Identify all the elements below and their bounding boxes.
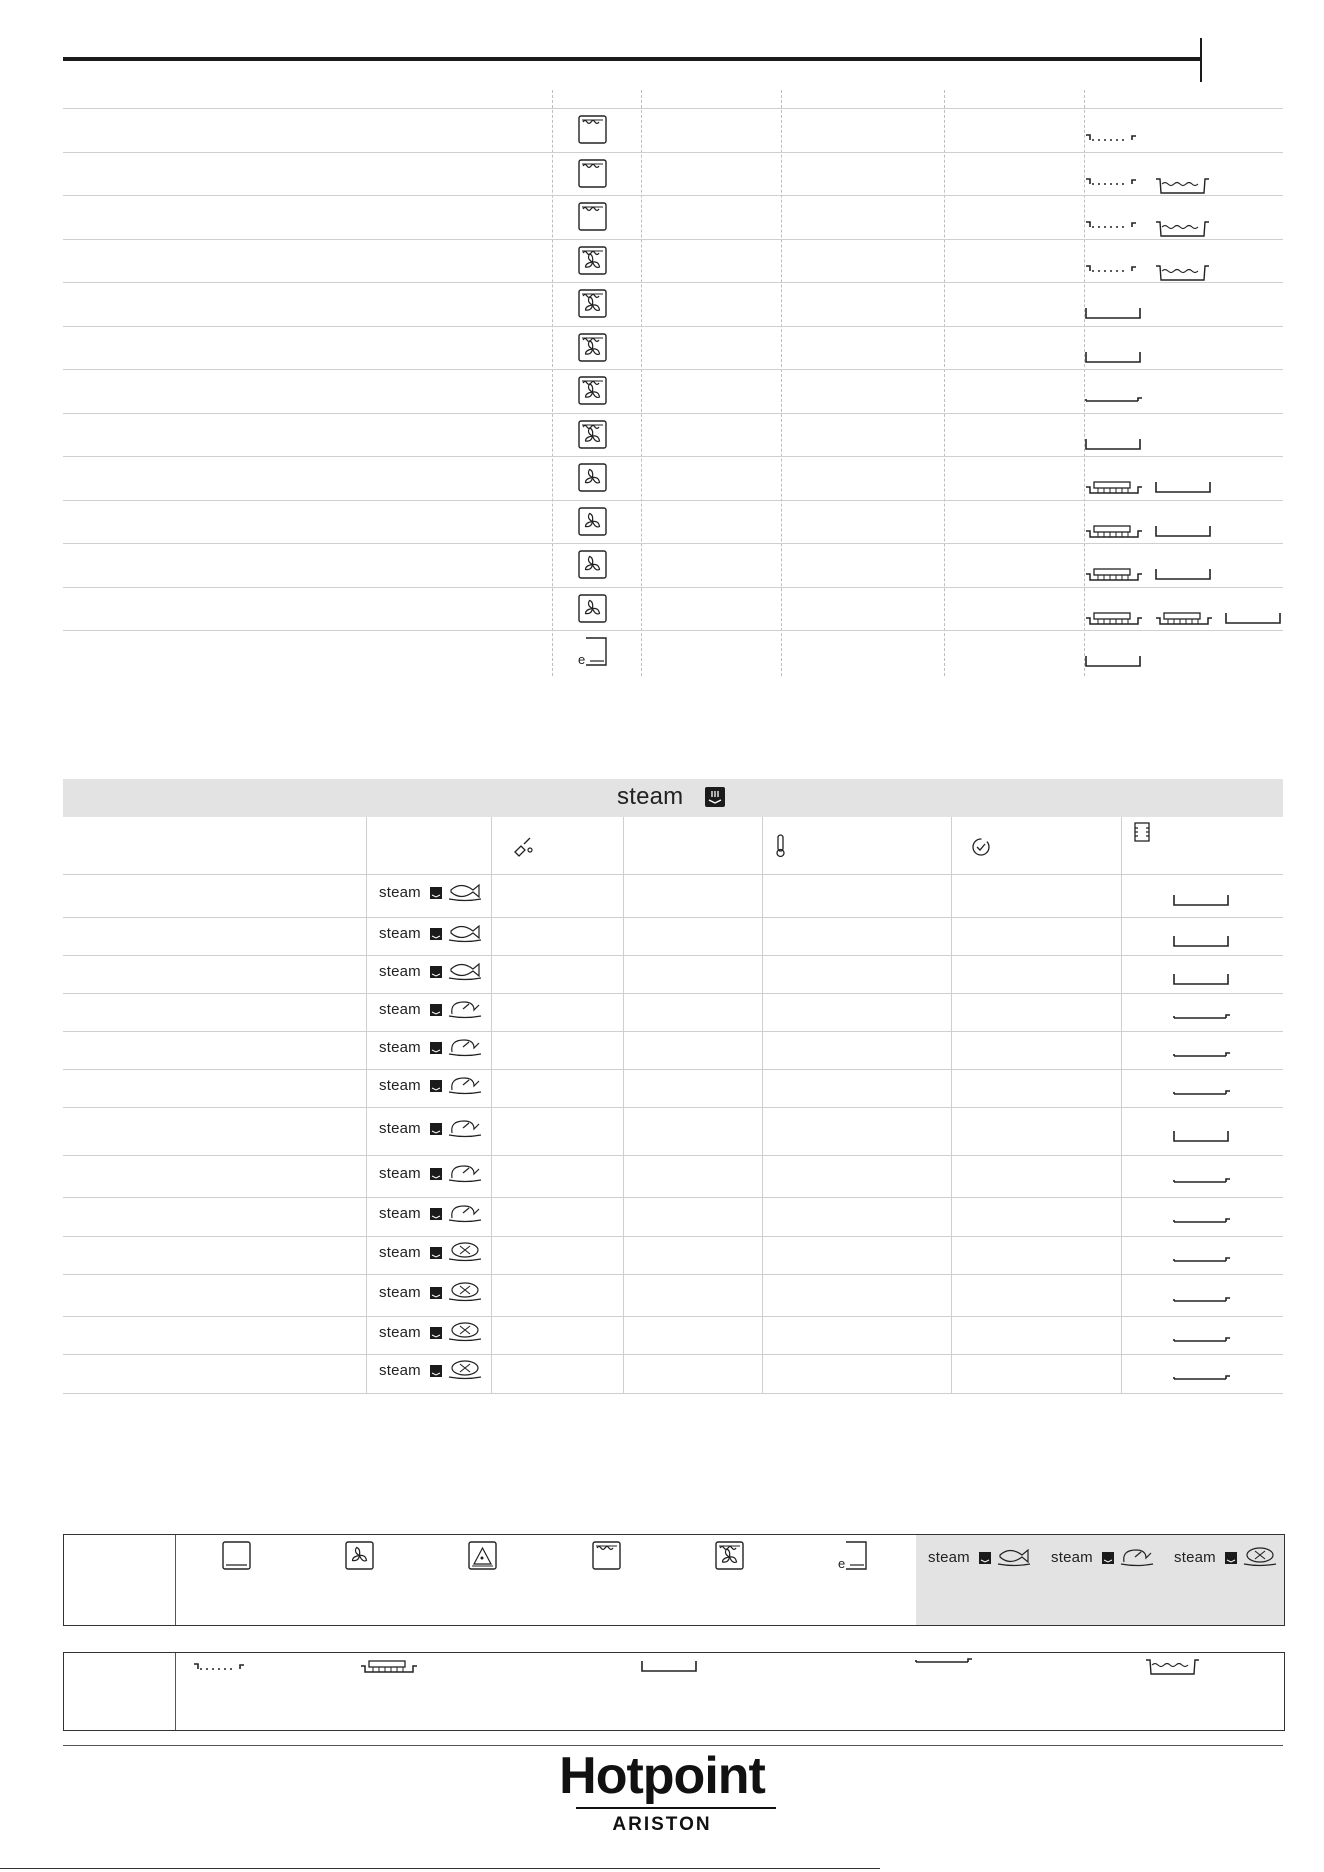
upper-row-divider — [63, 239, 1283, 240]
steam-row-divider — [63, 1155, 1283, 1156]
poultry-icon — [447, 1161, 483, 1183]
steam-badge-label: steam — [379, 884, 421, 901]
steam-row-divider — [63, 1236, 1283, 1237]
top-rule-tick — [1200, 38, 1202, 82]
steam-badge-label: steam — [379, 963, 421, 980]
baking-tray-icon — [1154, 524, 1214, 540]
pizza-icon — [468, 1541, 498, 1571]
water-icon — [512, 834, 534, 856]
steam-badge-label: steam — [379, 1205, 421, 1222]
fan-icon — [578, 463, 608, 493]
drip-pan-icon — [1144, 1657, 1204, 1677]
steam-icon — [705, 787, 725, 807]
poultry-icon — [447, 1035, 483, 1057]
wire-shelf-icon — [1172, 1086, 1232, 1100]
steam-col-divider — [951, 817, 952, 1393]
steam-header-label: steam — [617, 783, 684, 810]
page-edge — [0, 1868, 880, 1869]
steam-badge-label: steam — [379, 1324, 421, 1341]
wire-shelf-icon — [1172, 1371, 1232, 1385]
bread-icon — [447, 1240, 483, 1262]
upper-row-divider — [63, 456, 1283, 457]
poultry-icon — [447, 1116, 483, 1138]
steam-row-divider — [63, 1393, 1283, 1394]
poultry-icon — [1119, 1545, 1155, 1567]
eco-icon — [578, 637, 608, 667]
cake-rack-icon — [1084, 524, 1144, 540]
cake-rack-icon — [359, 1659, 419, 1675]
steam-icon — [430, 1004, 442, 1016]
steam-row-divider — [63, 1107, 1283, 1108]
steam-icon — [979, 1552, 991, 1564]
turbo-grill-icon — [715, 1541, 745, 1571]
thermometer-icon — [774, 834, 788, 858]
conventional-icon — [222, 1541, 252, 1571]
turbo-grill-icon — [578, 246, 608, 276]
fish-icon — [996, 1545, 1032, 1567]
fish-icon — [447, 959, 483, 981]
steam-row-divider — [63, 1031, 1283, 1032]
shelf-level-icon — [1134, 822, 1150, 842]
steam-row-divider — [63, 1069, 1283, 1070]
steam-badge-label: steam — [379, 1284, 421, 1301]
top-rule — [63, 57, 1202, 61]
grill-rack-icon — [1084, 263, 1144, 277]
steam-badge-label: steam — [379, 1039, 421, 1056]
wire-shelf-icon — [1172, 1048, 1232, 1062]
upper-row-divider — [63, 500, 1283, 501]
steam-col-divider — [1121, 817, 1122, 1393]
steam-icon — [430, 1168, 442, 1180]
poultry-icon — [447, 1201, 483, 1223]
baking-tray-icon — [640, 1659, 700, 1675]
legend-divider — [175, 1535, 176, 1625]
steam-icon — [430, 1247, 442, 1259]
fan-icon — [578, 594, 608, 624]
steam-icon — [430, 966, 442, 978]
steam-badge-label: steam — [379, 1077, 421, 1094]
upper-col-divider — [641, 90, 642, 676]
upper-row-divider — [63, 326, 1283, 327]
turbo-grill-icon — [578, 376, 608, 406]
steam-row-divider — [63, 1197, 1283, 1198]
cake-rack-icon — [1084, 480, 1144, 496]
steam-icon — [430, 1365, 442, 1377]
fish-icon — [447, 921, 483, 943]
steam-section-header — [63, 779, 1283, 817]
wire-shelf-icon — [1172, 1253, 1232, 1267]
baking-tray-icon — [1154, 480, 1214, 496]
grill-icon — [592, 1541, 622, 1571]
brand-logo: Hotpoint — [559, 1747, 765, 1805]
upper-row-divider — [63, 369, 1283, 370]
steam-icon — [430, 1287, 442, 1299]
wire-shelf-icon — [1172, 1214, 1232, 1228]
steam-badge-label: steam — [379, 925, 421, 942]
steam-row-divider — [63, 993, 1283, 994]
grill-icon — [578, 115, 608, 145]
grill-rack-icon — [1084, 176, 1144, 190]
steam-col-divider — [366, 817, 367, 1393]
grill-rack-icon — [1084, 219, 1144, 233]
svg-text:e: e — [578, 652, 586, 667]
legend-divider — [175, 1653, 176, 1730]
cake-rack-icon — [1154, 611, 1214, 627]
wire-shelf-icon — [914, 1654, 974, 1668]
steam-row-divider — [63, 1354, 1283, 1355]
upper-col-divider — [552, 90, 553, 676]
steam-row-divider — [63, 955, 1283, 956]
svg-text:e: e — [838, 1556, 846, 1571]
wire-shelf-icon — [1172, 1293, 1232, 1307]
steam-col-divider — [491, 817, 492, 1393]
wire-shelf-icon — [1172, 1174, 1232, 1188]
steam-row-divider — [63, 1316, 1283, 1317]
upper-row-divider — [63, 282, 1283, 283]
steam-badge-label: steam — [379, 1165, 421, 1182]
timer-icon — [970, 836, 992, 858]
steam-icon — [1102, 1552, 1114, 1564]
steam-row-divider — [63, 1274, 1283, 1275]
fan-icon — [578, 507, 608, 537]
steam-icon — [430, 928, 442, 940]
steam-badge-label: steam — [379, 1362, 421, 1379]
turbo-grill-icon — [578, 333, 608, 363]
upper-row-divider — [63, 630, 1283, 631]
steam-icon — [430, 1208, 442, 1220]
bread-icon — [447, 1320, 483, 1342]
steam-col-divider — [623, 817, 624, 1393]
steam-badge-label: steam — [1174, 1549, 1216, 1566]
steam-icon — [430, 1080, 442, 1092]
eco-icon — [838, 1541, 868, 1571]
steam-icon — [1225, 1552, 1237, 1564]
bread-icon — [1242, 1545, 1278, 1567]
steam-icon — [430, 1327, 442, 1339]
fan-icon — [578, 550, 608, 580]
upper-col-divider — [781, 90, 782, 676]
baking-tray-icon — [1154, 567, 1214, 583]
steam-col-divider — [762, 817, 763, 1393]
baking-tray-icon — [1172, 972, 1232, 988]
wire-shelf-icon — [1172, 1333, 1232, 1347]
upper-row-divider — [63, 413, 1283, 414]
steam-badge-label: steam — [1051, 1549, 1093, 1566]
drip-pan-icon — [1154, 219, 1214, 239]
steam-badge-label: steam — [379, 1244, 421, 1261]
turbo-grill-icon — [578, 289, 608, 319]
steam-row-divider — [63, 874, 1283, 875]
grill-icon — [578, 159, 608, 189]
steam-badge-label: steam — [379, 1120, 421, 1137]
baking-tray-icon — [1084, 306, 1144, 322]
upper-row-divider — [63, 195, 1283, 196]
fan-icon — [345, 1541, 375, 1571]
baking-tray-icon — [1172, 934, 1232, 950]
baking-tray-icon — [1084, 654, 1144, 670]
steam-badge-label: steam — [379, 1001, 421, 1018]
grill-icon — [578, 202, 608, 232]
steam-badge-label: steam — [928, 1549, 970, 1566]
steam-icon — [430, 1123, 442, 1135]
steam-row-divider — [63, 917, 1283, 918]
steam-icon — [430, 887, 442, 899]
baking-tray-icon — [1084, 350, 1144, 366]
brand-logo-sub: ARISTON — [612, 1814, 712, 1835]
baking-tray-icon — [1172, 1129, 1232, 1145]
upper-col-divider — [944, 90, 945, 676]
wire-shelf-icon — [1084, 393, 1144, 407]
wire-shelf-icon — [1172, 1010, 1232, 1024]
cake-rack-icon — [1084, 567, 1144, 583]
baking-tray-icon — [1084, 437, 1144, 453]
drip-pan-icon — [1154, 176, 1214, 196]
upper-row-divider — [63, 152, 1283, 153]
upper-row-divider — [63, 543, 1283, 544]
upper-row-divider — [63, 108, 1283, 109]
baking-tray-icon — [1224, 611, 1284, 627]
steam-icon — [430, 1042, 442, 1054]
upper-row-divider — [63, 587, 1283, 588]
turbo-grill-icon — [578, 420, 608, 450]
poultry-icon — [447, 1073, 483, 1095]
logo-underline — [576, 1807, 776, 1809]
baking-tray-icon — [1172, 893, 1232, 909]
bread-icon — [447, 1280, 483, 1302]
cake-rack-icon — [1084, 611, 1144, 627]
steam-functions-band — [916, 1535, 1284, 1625]
grill-rack-icon — [1084, 132, 1144, 146]
bread-icon — [447, 1358, 483, 1380]
poultry-icon — [447, 997, 483, 1019]
grill-rack-icon — [192, 1661, 252, 1675]
drip-pan-icon — [1154, 263, 1214, 283]
fish-icon — [447, 880, 483, 902]
